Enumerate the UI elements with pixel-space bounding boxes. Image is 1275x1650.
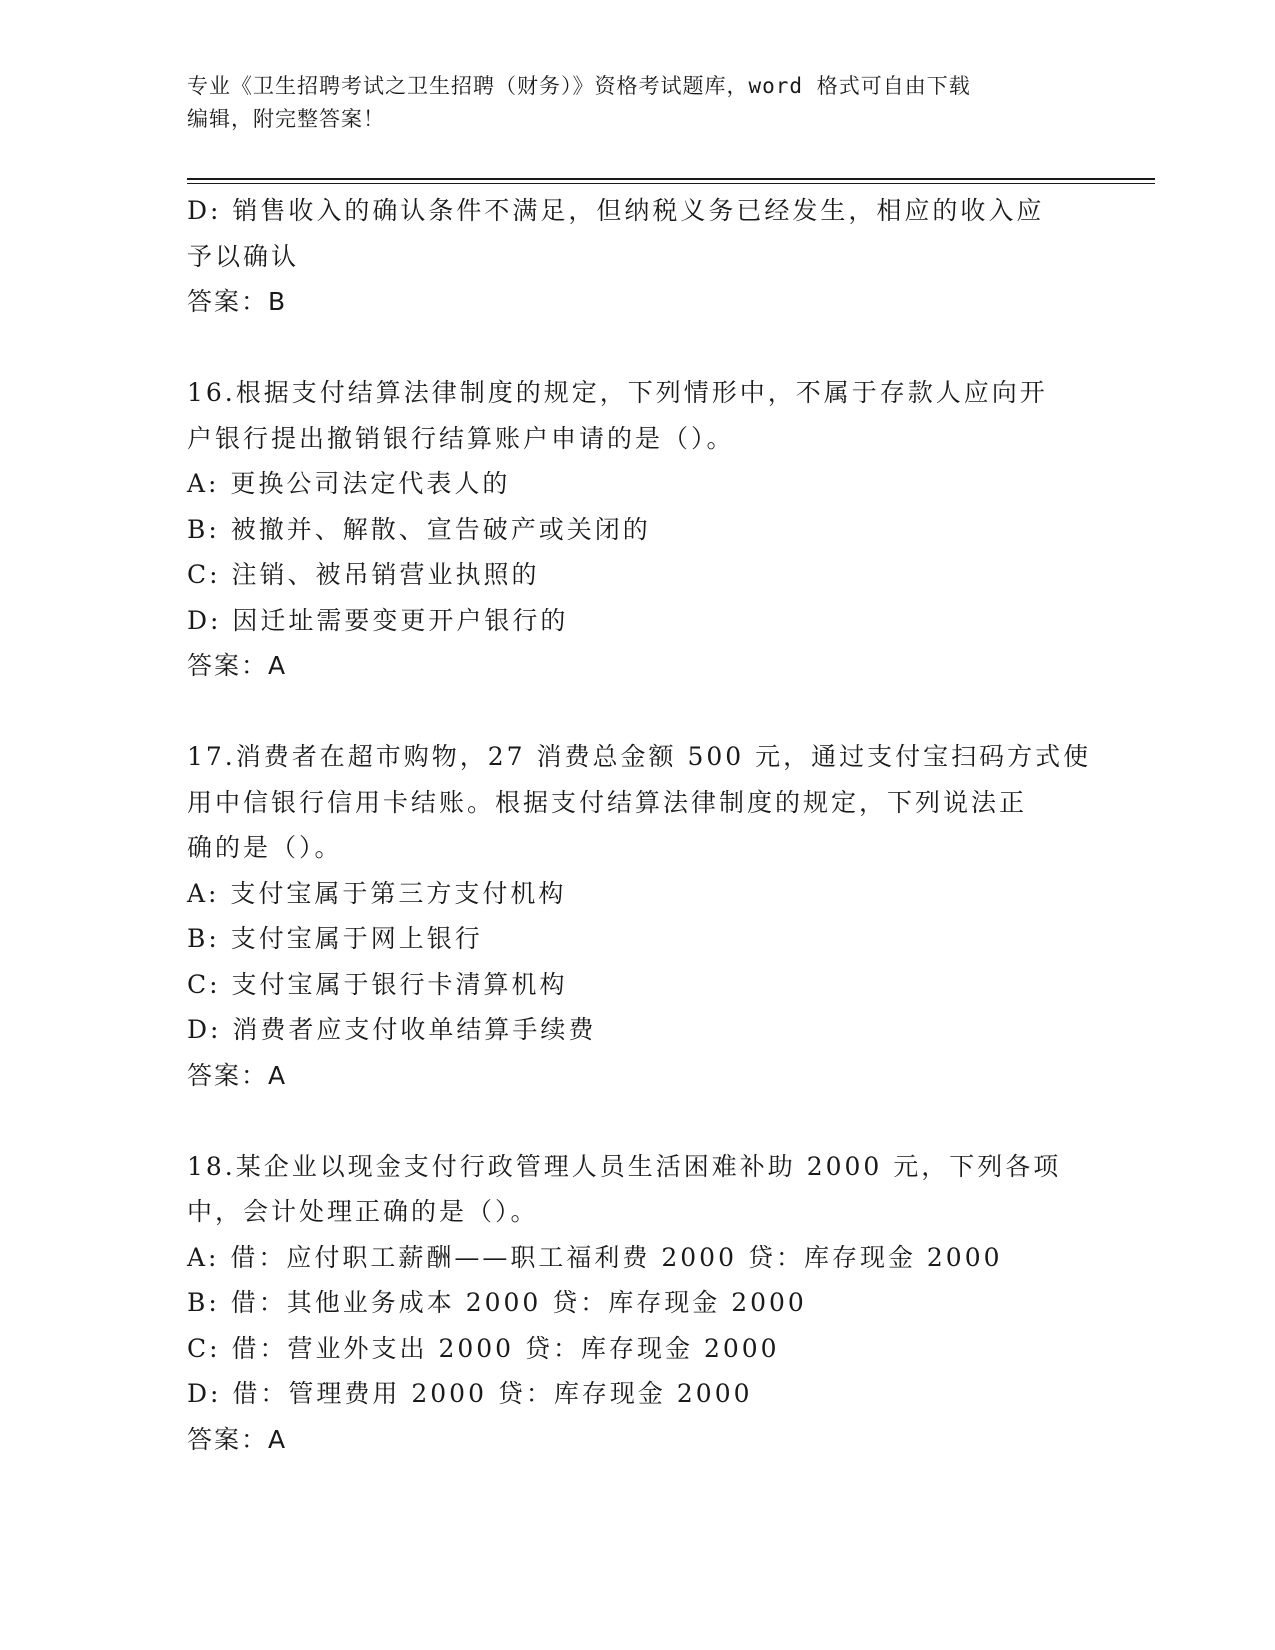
option-d: D: 借：管理费用 2000 贷：库存现金 2000 — [187, 1379, 753, 1408]
question-stem-line: 用中信银行信用卡结账。根据支付结算法律制度的规定，下列说法正 — [187, 787, 1028, 817]
prev-answer: 答案：B — [187, 287, 288, 316]
question-stem-line: 16.根据支付结算法律制度的规定，下列情形中，不属于存款人应向开 — [187, 378, 1048, 407]
option-d: D: 因迁址需要变更开户银行的 — [187, 605, 569, 635]
question-16 — [187, 370, 1087, 689]
option-b: B: 支付宝属于网上银行 — [187, 924, 483, 953]
question-stem-line: 18.某企业以现金支付行政管理人员生活困难补助 2000 元，下列各项 — [187, 1151, 1062, 1181]
option-a: A: 支付宝属于第三方支付机构 — [187, 878, 567, 908]
spacer — [187, 325, 1087, 371]
question-body — [187, 188, 1092, 1462]
question-stem-line: 户银行提出撤销银行结算账户申请的是（）。 — [187, 423, 735, 453]
header-divider-thick — [187, 178, 1155, 180]
question-stem-line: 17.消费者在超市购物，27 消费总金额 500 元，通过支付宝扫码方式使 — [187, 742, 1092, 771]
question-stem-line: 确的是（）。 — [187, 833, 343, 862]
option-d: D: 消费者应支付收单结算手续费 — [187, 1015, 597, 1044]
prev-option-d-line-2: 予以确认 — [187, 241, 300, 271]
option-c: C: 支付宝属于银行卡清算机构 — [187, 969, 568, 999]
header-line-1: 专业《卫生招聘考试之卫生招聘（财务）》资格考试题库，word 格式可自由下载 — [187, 74, 971, 98]
prev-option-d-line-1: D: 销售收入的确认条件不满足，但纳税义务已经发生，相应的收入应 — [187, 196, 1045, 225]
question-18 — [187, 1144, 1087, 1463]
answer: 答案：A — [187, 651, 288, 680]
answer: 答案：A — [187, 1060, 288, 1090]
answer: 答案：A — [187, 1424, 288, 1454]
spacer — [187, 689, 1087, 735]
question-stem-line: 中，会计处理正确的是（）。 — [187, 1197, 539, 1226]
spacer — [187, 1098, 1087, 1144]
header-line-2: 编辑，附完整答案！ — [187, 107, 385, 131]
option-b: B: 借：其他业务成本 2000 贷：库存现金 2000 — [187, 1288, 807, 1317]
option-a: A: 借：应付职工薪酬——职工福利费 2000 贷：库存现金 2000 — [187, 1242, 1003, 1272]
option-c: C: 借：营业外支出 2000 贷：库存现金 2000 — [187, 1333, 780, 1363]
header-divider-thin — [187, 183, 1155, 184]
option-b: B: 被撤并、解散、宣告破产或关闭的 — [187, 514, 651, 544]
question-17 — [187, 734, 1092, 1098]
page-header — [187, 70, 1067, 136]
option-c: C: 注销、被吊销营业执照的 — [187, 560, 540, 589]
option-a: A: 更换公司法定代表人的 — [187, 469, 511, 498]
